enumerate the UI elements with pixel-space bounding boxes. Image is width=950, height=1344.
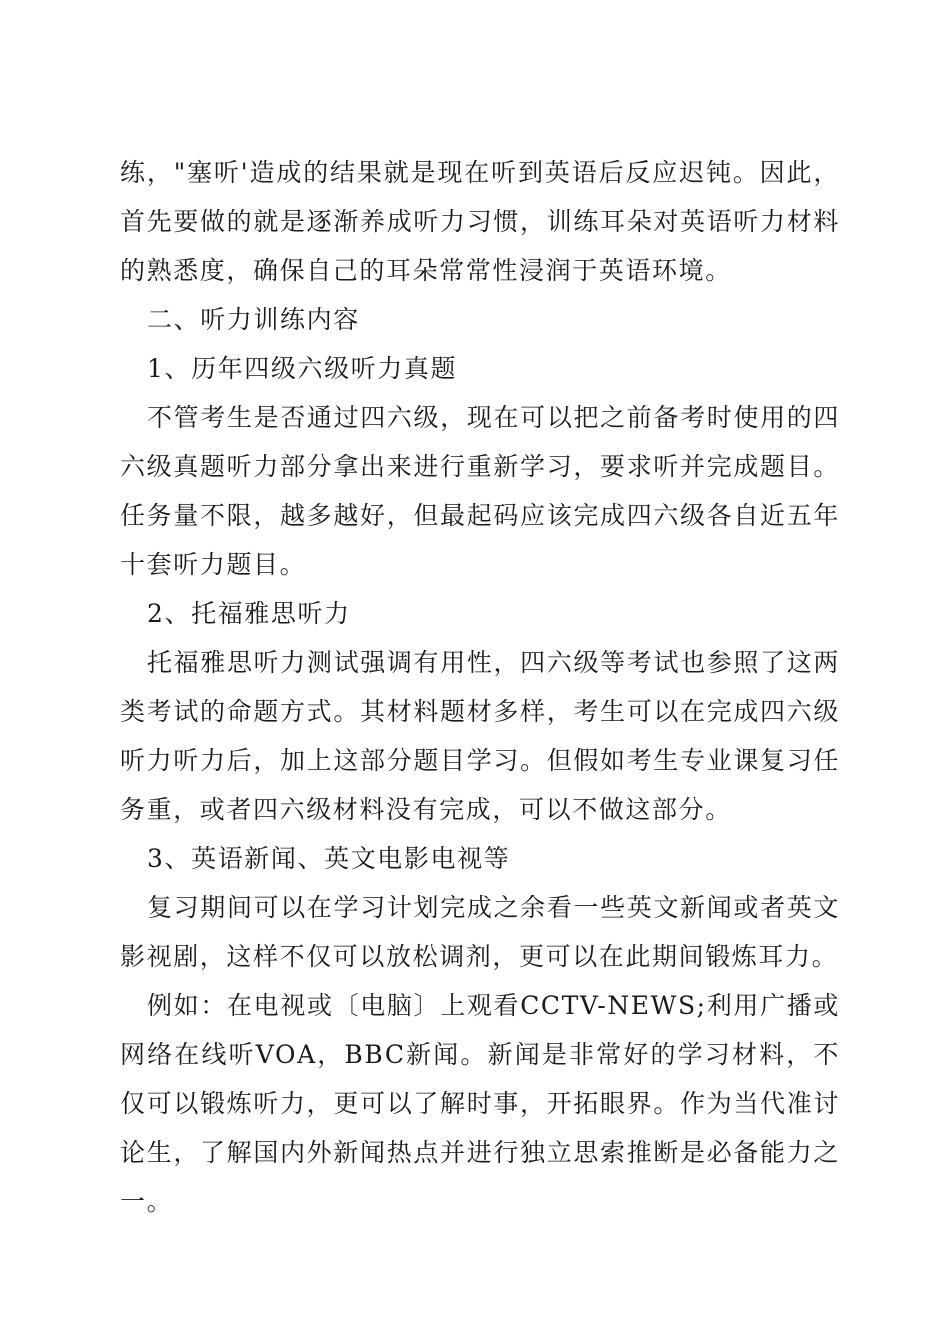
section-heading-listening-content: 二、听力训练内容 bbox=[147, 305, 360, 334]
paragraph-news-media: 复习期间可以在学习计划完成之余看一些英文新闻或者英文影视剧，这样不仅可以放松调剂，更可以在此期间锻炼耳力。 bbox=[120, 893, 840, 971]
paragraph-example-news: 例如：在电视或〔电脑〕上观看CCTV-NEWS;利用广播或网络在线听VOA，BBC新闻。新闻是非常好的学习材料，不仅可以锻炼听力，更可以了解时事，开拓眼界。作为当代准讨论生，了解国内外新闻热点并进行独立思索推断是必备能力之一。 bbox=[120, 991, 840, 1216]
paragraph-continuation: 练，"塞听'造成的结果就是现在听到英语后反应迟钝。因此，首先要做的就是逐渐养成听力习惯，训练耳朵对英语听力材料的熟悉度，确保自己的耳朵常常性浸润于英语环境。 bbox=[120, 158, 840, 285]
subheading-news-media: 3、英语新闻、英文电影电视等 bbox=[147, 844, 511, 873]
document-body bbox=[120, 148, 840, 1226]
subheading-toefl-ielts: 2、托福雅思听力 bbox=[147, 599, 351, 628]
paragraph-toefl-ielts: 托福雅思听力测试强调有用性，四六级等考试也参照了这两类考试的命题方式。其材料题材多样，考生可以在完成四六级听力听力后，加上这部分题目学习。但假如考生专业课复习任务重，或者四六级材料没有完成，可以不做这部分。 bbox=[120, 648, 840, 824]
paragraph-cet-practice: 不管考生是否通过四六级，现在可以把之前备考时使用的四六级真题听力部分拿出来进行重新学习，要求听并完成题目。任务量不限，越多越好，但最起码应该完成四六级各自近五年十套听力题目。 bbox=[120, 403, 840, 579]
subheading-cet-past-papers: 1、历年四级六级听力真题 bbox=[147, 354, 458, 383]
